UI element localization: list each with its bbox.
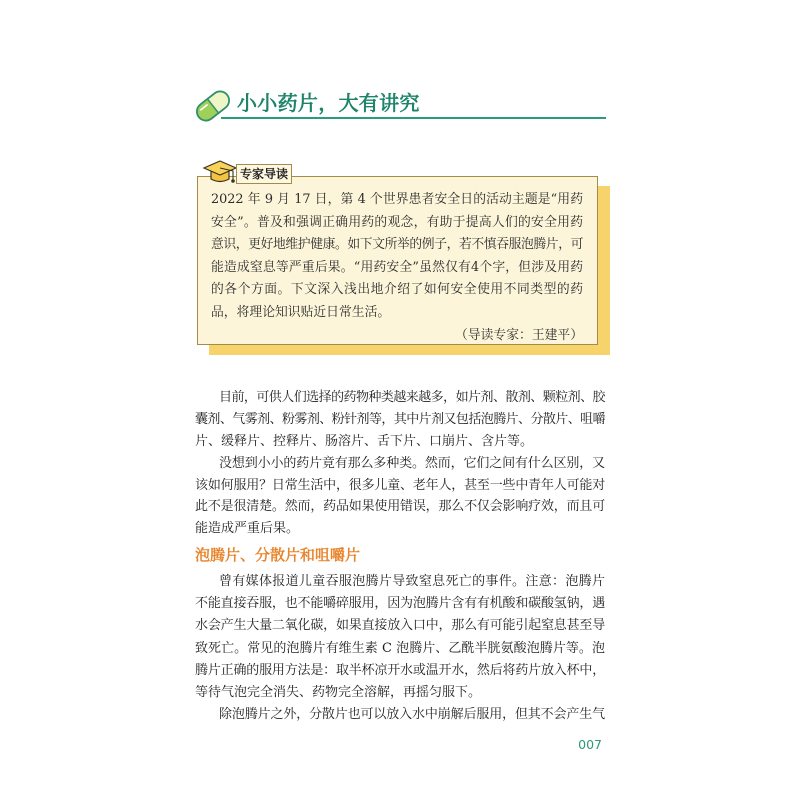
- text-line: 等待气泡完全消失、药物完全溶解，再摇匀服下。: [195, 684, 482, 700]
- expert-attribution: （导读专家：王建平）: [455, 327, 583, 343]
- text-line: 除泡腾片之外，分散片也可以放入水中崩解后服用，但其不会产生气: [219, 707, 605, 723]
- text-line: 能造成严重后果。: [195, 521, 300, 537]
- paragraph: [195, 704, 605, 726]
- graduation-cap-icon: [202, 158, 238, 186]
- expert-guide-label: 专家导读: [236, 164, 292, 184]
- text-line: 安全”。普及和强调正确用药的观念，有助于提高人们的安全用药: [211, 214, 583, 230]
- text-line: 意识，更好地维护健康。如下文所举的例子，若不慎吞服泡腾片，可: [211, 237, 583, 253]
- paragraph: [195, 571, 605, 704]
- text-line: 目前，可供人们选择的药物种类越来越多，如片剂、散剂、颗粒剂、胶: [219, 390, 605, 405]
- title-underline: [221, 117, 606, 119]
- paragraph: [195, 453, 605, 541]
- text-line: 品，将理论知识贴近日常生活。: [211, 304, 391, 320]
- text-line: 能造成窒息等严重后果。“用药安全”虽然仅有4个字，但涉及用药: [211, 259, 583, 275]
- text-line: 水会产生大量二氧化碳，如果直接放入口中，那么有可能引起窒息甚至导: [195, 618, 605, 634]
- text-line: 囊剂、气雾剂、粉雾剂、粉针剂等，其中片剂又包括泡腾片、分散片、咀嚼: [195, 411, 605, 427]
- expert-guide-text: [211, 189, 583, 347]
- text-line: 2022 年 9 月 17 日，第 4 个世界患者安全日的活动主题是“用药: [211, 192, 583, 207]
- text-line: 没想到小小的药片竟有那么多种类。然而，它们之间有什么区别，又: [219, 455, 605, 471]
- text-line: 该如何服用？日常生活中，很多儿童、老年人，甚至一些中青年人可能对: [195, 477, 605, 493]
- page-number: 007: [578, 737, 602, 752]
- text-line: 的各个方面。下文深入浅出地介绍了如何安全使用不同类型的药: [211, 282, 583, 298]
- chapter-title: 小小药片，大有讲究: [237, 91, 420, 115]
- section-body: [195, 571, 605, 726]
- text-line: 曾有媒体报道儿童吞服泡腾片导致窒息死亡的事件。注意：泡腾片: [219, 574, 605, 589]
- text-line: 致死亡。常见的泡腾片有维生素 C 泡腾片、乙酰半胱氨酸泡腾片等。泡: [195, 640, 605, 656]
- text-line: 此不是很清楚。然而，药品如果使用错误，那么不仅会影响疗效，而且可: [195, 499, 605, 515]
- section-heading: 泡腾片、分散片和咀嚼片: [195, 546, 361, 564]
- paragraph: [195, 387, 605, 453]
- text-line: 腾片正确的服用方法是：取半杯凉开水或温开水，然后将药片放入杯中，: [195, 662, 605, 678]
- capsule-icon: [190, 85, 236, 127]
- text-line: 片、缓释片、控释片、肠溶片、舌下片、口崩片、含片等。: [195, 433, 534, 449]
- article-intro: [195, 387, 605, 540]
- text-line: 不能直接吞服，也不能嚼碎服用，因为泡腾片含有有机酸和碳酸氢钠，遇: [195, 596, 605, 612]
